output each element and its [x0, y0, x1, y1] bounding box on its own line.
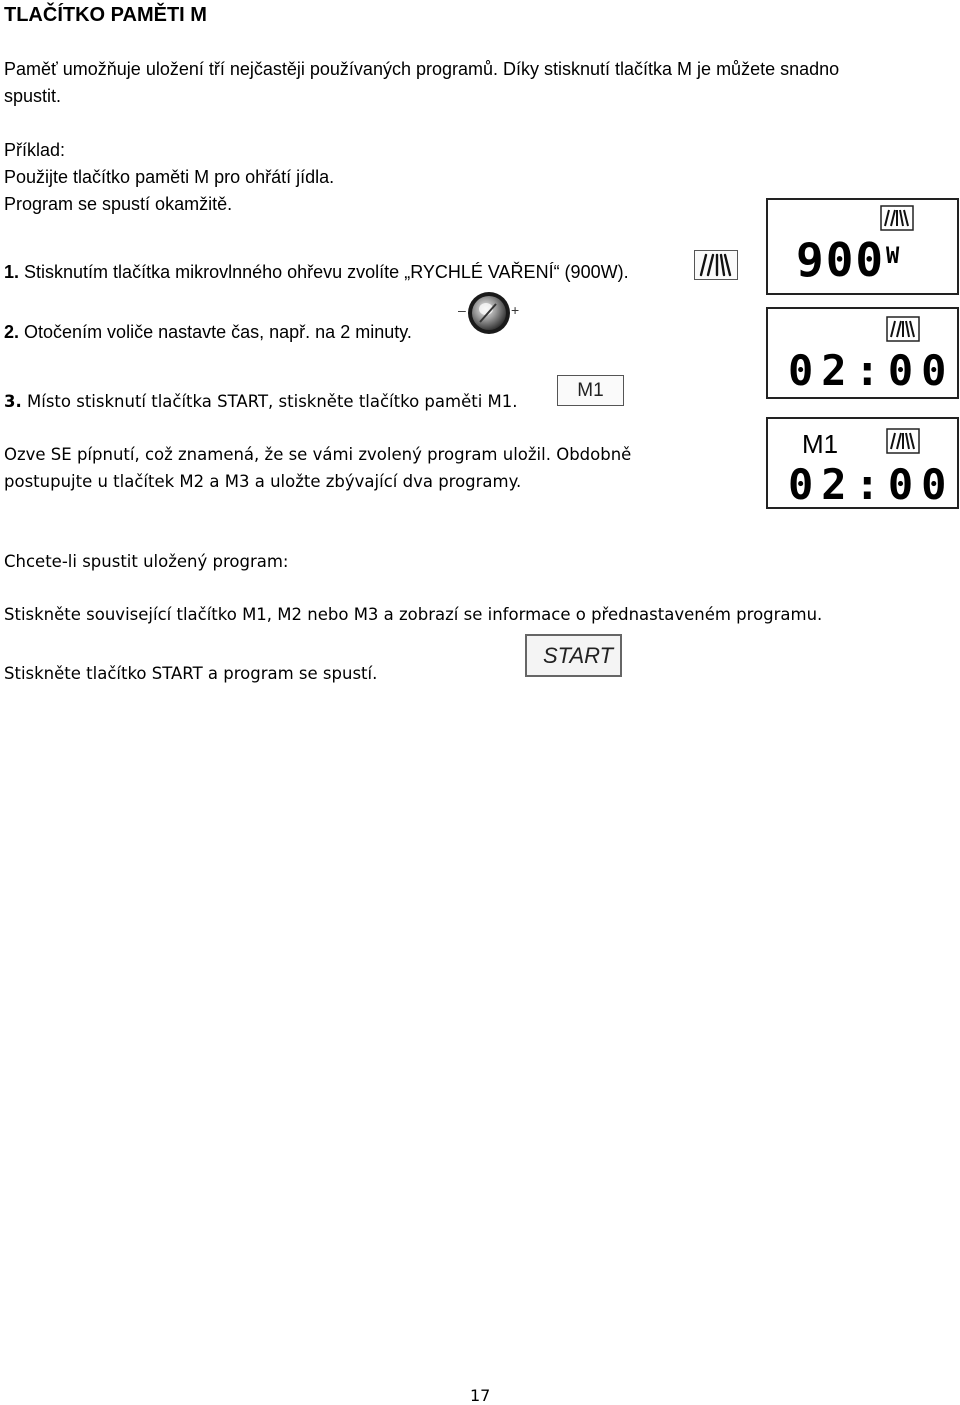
microwave-button[interactable]: [694, 250, 738, 280]
display-value: 02:00: [788, 346, 955, 395]
intro-text-line2: spustit.: [4, 86, 62, 106]
step-1: [4, 262, 629, 283]
microwave-icon: [695, 251, 736, 278]
display-time: [766, 307, 959, 399]
run-step-2: Stiskněte tlačítko START a program se spustí.: [4, 664, 378, 683]
display-unit: W: [886, 244, 900, 269]
display-memory-label: M1: [802, 429, 839, 459]
display-value: 02:00: [788, 460, 955, 509]
step-number: 1.: [4, 262, 20, 282]
intro-text-line1: Paměť umožňuje uložení tří nejčastěji používaných programů. Díky stisknutí tlačítka M je můžete snadno: [4, 59, 840, 79]
example-label: Příklad:: [4, 140, 66, 160]
step-text: Místo stisknutí tlačítka START, stiskněte tlačítko paměti M1.: [27, 392, 518, 411]
run-label: Chcete-li spustit uložený program:: [4, 552, 289, 571]
step-number: 3.: [4, 392, 22, 411]
saved-note-line2: postupujte u tlačítek M2 a M3 a uložte zbývající dva programy.: [4, 472, 522, 491]
step-text: Otočením voliče nastavte čas, např. na 2 minuty.: [24, 322, 412, 342]
page-title: TLAČÍTKO PAMĚTI M: [4, 4, 207, 26]
step-2: [4, 322, 412, 343]
display-power: [766, 198, 959, 295]
start-button-label: START: [543, 643, 614, 668]
page-number: 17: [470, 1386, 491, 1405]
microwave-icon: [886, 428, 920, 454]
example-line1: Použijte tlačítko paměti M pro ohřátí jídla.: [4, 167, 335, 187]
memory-button-m1[interactable]: M1: [557, 375, 624, 406]
saved-note-line1: Ozve SE pípnutí, což znamená, že se vámi zvolený program uložil. Obdobně: [4, 445, 632, 464]
knob-minus-label: –: [458, 302, 466, 318]
step-number: 2.: [4, 322, 20, 342]
microwave-icon: [886, 316, 920, 342]
example-line2: Program se spustí okamžitě.: [4, 194, 233, 214]
knob-icon: [466, 290, 512, 336]
microwave-icon: [880, 205, 914, 231]
step-3: [4, 392, 518, 411]
step-text: Stisknutím tlačítka mikrovlnného ohřevu zvolíte „RYCHLÉ VAŘENÍ“ (900W).: [24, 262, 629, 282]
start-button[interactable]: [525, 634, 622, 677]
display-memory: [766, 417, 959, 509]
display-value: 900: [796, 233, 886, 287]
run-step-1: Stiskněte související tlačítko M1, M2 nebo M3 a zobrazí se informace o přednastaveném programu.: [4, 605, 823, 624]
time-knob[interactable]: [458, 290, 528, 340]
knob-plus-label: +: [511, 302, 520, 318]
